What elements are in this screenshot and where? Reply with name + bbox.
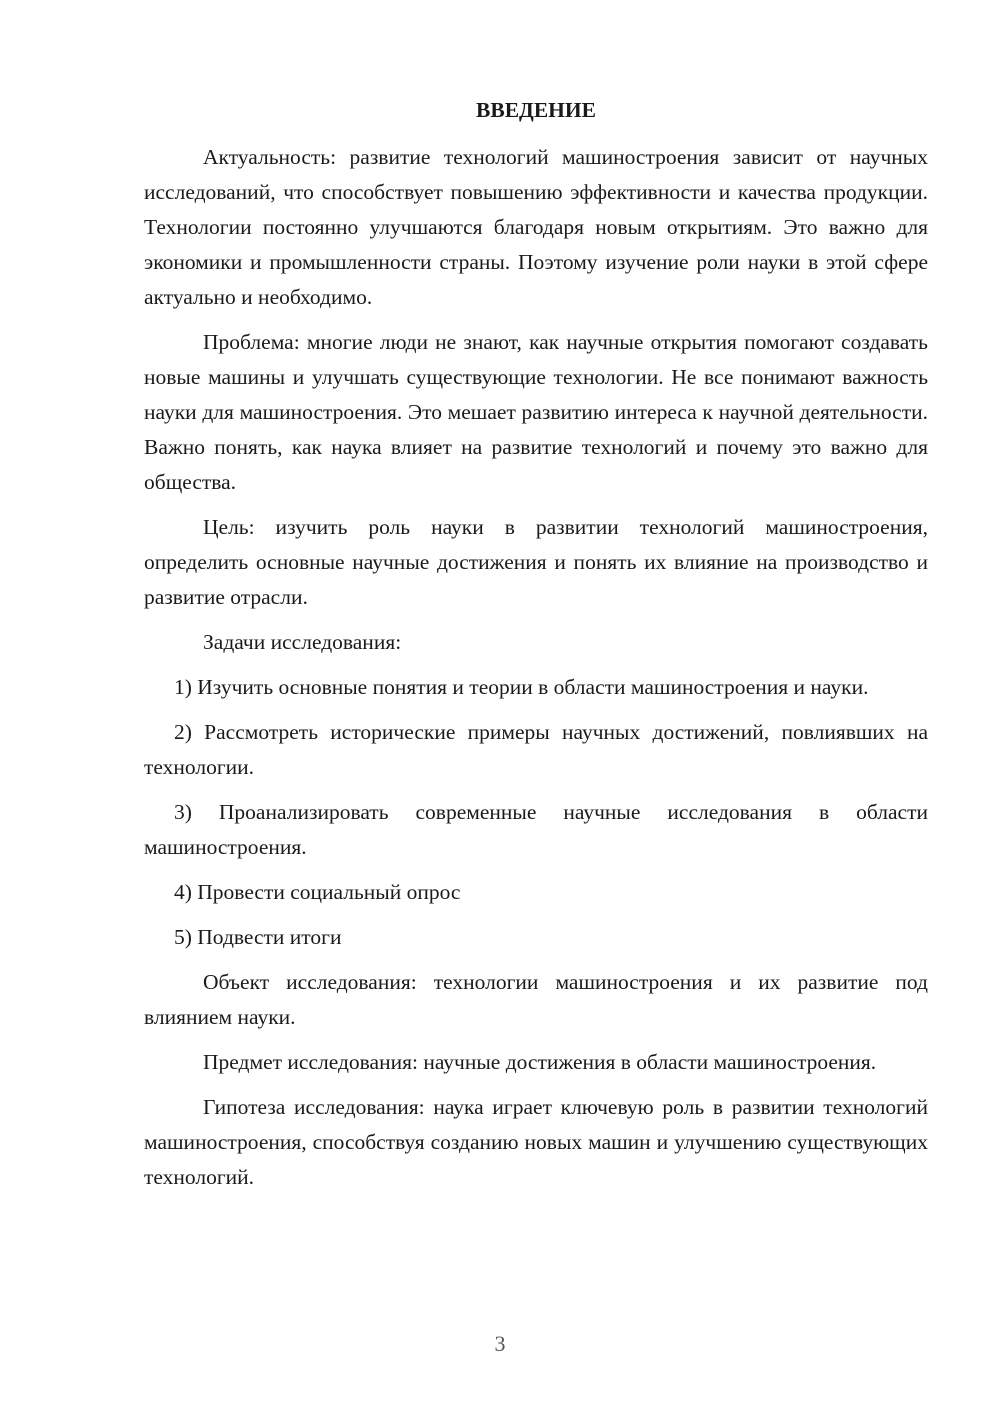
paragraph-object: Объект исследования: технологии машиностроения и их развитие под влиянием науки. xyxy=(144,970,928,1029)
tasks-title: Задачи исследования: xyxy=(203,630,402,654)
document-page xyxy=(144,92,928,1205)
task-item-3: 3) Проанализировать современные научные исследования в области машиностроения. xyxy=(144,800,928,859)
task-item-1: 1) Изучить основные понятия и теории в области машиностроения и науки. xyxy=(174,675,869,699)
paragraph-hypothesis: Гипотеза исследования: наука играет ключевую роль в развитии технологий машиностроения, способствуя созданию новых машин и улучшению существующих технологий. xyxy=(144,1095,928,1189)
paragraph-goal: Цель: изучить роль науки в развитии технологий машиностроения, определить основные научные достижения и понять их влияние на производство и развитие отрасли. xyxy=(144,515,928,609)
paragraph-problem: Проблема: многие люди не знают, как научные открытия помогают создавать новые машины и улучшать существующие технологии. Не все понимают важность науки для машиностроения. Это мешает развитию интереса к научной деятельности. Важно понять, как наука влияет на развитие технологий и почему это важно для общества. xyxy=(144,330,928,494)
task-item-4: 4) Провести социальный опрос xyxy=(174,880,461,904)
page-number: 3 xyxy=(494,1331,506,1356)
task-item-5: 5) Подвести итоги xyxy=(174,925,342,949)
section-heading: ВВЕДЕНИЕ xyxy=(476,98,596,122)
paragraph-subject: Предмет исследования: научные достижения в области машиностроения. xyxy=(203,1050,877,1074)
paragraph-relevance: Актуальность: развитие технологий машиностроения зависит от научных исследований, что способствует повышению эффективности и качества продукции. Технологии постоянно улучшаются благодаря новым открытиям. Это важно для экономики и промышленности страны. Поэтому изучение роли науки в этой сфере актуально и необходимо. xyxy=(144,145,928,309)
task-item-2: 2) Рассмотреть исторические примеры научных достижений, повлиявших на технологии. xyxy=(144,720,928,779)
